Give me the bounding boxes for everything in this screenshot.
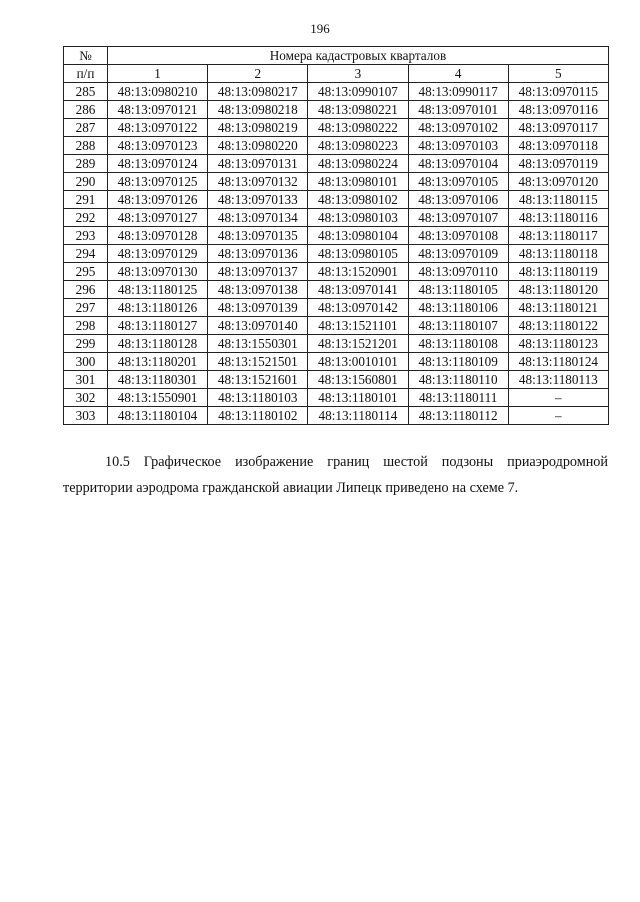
cadastral-number-cell: 48:13:0980217 bbox=[208, 83, 308, 101]
cadastral-number-cell: 48:13:0970123 bbox=[108, 137, 208, 155]
cadastral-number-cell: 48:13:0970142 bbox=[308, 299, 408, 317]
cadastral-number-cell: – bbox=[508, 389, 608, 407]
cadastral-number-cell: 48:13:0970137 bbox=[208, 263, 308, 281]
cadastral-number-cell: 48:13:1180102 bbox=[208, 407, 308, 425]
cadastral-number-cell: 48:13:0980105 bbox=[308, 245, 408, 263]
table-row bbox=[64, 227, 609, 245]
cadastral-number-cell: 48:13:0970103 bbox=[408, 137, 508, 155]
cadastral-number-cell: 48:13:0970115 bbox=[508, 83, 608, 101]
cadastral-number-cell: 48:13:1180114 bbox=[308, 407, 408, 425]
row-number-cell: 286 bbox=[64, 101, 108, 119]
cadastral-number-cell: 48:13:0970106 bbox=[408, 191, 508, 209]
cadastral-number-cell: 48:13:1550901 bbox=[108, 389, 208, 407]
cadastral-number-cell: 48:13:1180101 bbox=[308, 389, 408, 407]
cadastral-number-cell: 48:13:1180111 bbox=[408, 389, 508, 407]
row-number-cell: 294 bbox=[64, 245, 108, 263]
row-number-cell: 297 bbox=[64, 299, 108, 317]
cadastral-number-cell: 48:13:1521201 bbox=[308, 335, 408, 353]
body-paragraph bbox=[63, 449, 608, 501]
cadastral-number-cell: 48:13:0970139 bbox=[208, 299, 308, 317]
table-row bbox=[64, 155, 609, 173]
cadastral-number-cell: 48:13:1521601 bbox=[208, 371, 308, 389]
row-number-cell: 292 bbox=[64, 209, 108, 227]
row-number-cell: 296 bbox=[64, 281, 108, 299]
cadastral-number-cell: 48:13:0980210 bbox=[108, 83, 208, 101]
table-row bbox=[64, 317, 609, 335]
cadastral-number-cell: 48:13:0970138 bbox=[208, 281, 308, 299]
table-row bbox=[64, 209, 609, 227]
cadastral-number-cell: 48:13:0990117 bbox=[408, 83, 508, 101]
cadastral-number-cell: 48:13:0970119 bbox=[508, 155, 608, 173]
table-row bbox=[64, 371, 609, 389]
cadastral-number-cell: 48:13:1180122 bbox=[508, 317, 608, 335]
table-row bbox=[64, 173, 609, 191]
cadastral-number-cell: 48:13:0980103 bbox=[308, 209, 408, 227]
cadastral-number-cell: 48:13:0970121 bbox=[108, 101, 208, 119]
cadastral-number-cell: 48:13:0980222 bbox=[308, 119, 408, 137]
table-row bbox=[64, 407, 609, 425]
cadastral-number-cell: 48:13:0970129 bbox=[108, 245, 208, 263]
cadastral-number-cell: 48:13:1180105 bbox=[408, 281, 508, 299]
table-row bbox=[64, 281, 609, 299]
cadastral-number-cell: 48:13:1180113 bbox=[508, 371, 608, 389]
cadastral-number-cell: 48:13:1180103 bbox=[208, 389, 308, 407]
header-column-4: 4 bbox=[408, 65, 508, 83]
cadastral-number-cell: 48:13:0970135 bbox=[208, 227, 308, 245]
cadastral-number-cell: 48:13:0980102 bbox=[308, 191, 408, 209]
header-column-2: 2 bbox=[208, 65, 308, 83]
header-column-5: 5 bbox=[508, 65, 608, 83]
row-number-cell: 288 bbox=[64, 137, 108, 155]
cadastral-number-cell: 48:13:0970108 bbox=[408, 227, 508, 245]
cadastral-number-cell: 48:13:0970141 bbox=[308, 281, 408, 299]
cadastral-number-cell: 48:13:0970104 bbox=[408, 155, 508, 173]
cadastral-number-cell: 48:13:1180108 bbox=[408, 335, 508, 353]
cadastral-number-cell: 48:13:1180104 bbox=[108, 407, 208, 425]
cadastral-number-cell: 48:13:1180125 bbox=[108, 281, 208, 299]
row-number-cell: 303 bbox=[64, 407, 108, 425]
cadastral-number-cell: 48:13:0980219 bbox=[208, 119, 308, 137]
cadastral-number-cell: 48:13:0970140 bbox=[208, 317, 308, 335]
cadastral-number-cell: 48:13:1520901 bbox=[308, 263, 408, 281]
table-row bbox=[64, 263, 609, 281]
row-number-cell: 289 bbox=[64, 155, 108, 173]
cadastral-number-cell: 48:13:0980224 bbox=[308, 155, 408, 173]
cadastral-number-cell: 48:13:0970125 bbox=[108, 173, 208, 191]
table-header bbox=[64, 47, 609, 83]
cadastral-number-cell: 48:13:0970122 bbox=[108, 119, 208, 137]
cadastral-number-cell: 48:13:1180117 bbox=[508, 227, 608, 245]
cadastral-number-cell: 48:13:0990107 bbox=[308, 83, 408, 101]
cadastral-number-cell: 48:13:0980104 bbox=[308, 227, 408, 245]
cadastral-number-cell: 48:13:0970124 bbox=[108, 155, 208, 173]
cadastral-number-cell: – bbox=[508, 407, 608, 425]
cadastral-number-cell: 48:13:0980223 bbox=[308, 137, 408, 155]
row-number-cell: 287 bbox=[64, 119, 108, 137]
cadastral-number-cell: 48:13:0970136 bbox=[208, 245, 308, 263]
row-number-cell: 290 bbox=[64, 173, 108, 191]
cadastral-number-cell: 48:13:0970102 bbox=[408, 119, 508, 137]
cadastral-number-cell: 48:13:0980101 bbox=[308, 173, 408, 191]
cadastral-number-cell: 48:13:1180107 bbox=[408, 317, 508, 335]
cadastral-number-cell: 48:13:1180118 bbox=[508, 245, 608, 263]
cadastral-number-cell: 48:13:1180126 bbox=[108, 299, 208, 317]
cadastral-number-cell: 48:13:1180112 bbox=[408, 407, 508, 425]
cadastral-number-cell: 48:13:1180128 bbox=[108, 335, 208, 353]
cadastral-number-cell: 48:13:1521101 bbox=[308, 317, 408, 335]
cadastral-number-cell: 48:13:1180120 bbox=[508, 281, 608, 299]
cadastral-number-cell: 48:13:0970120 bbox=[508, 173, 608, 191]
cadastral-number-cell: 48:13:0970132 bbox=[208, 173, 308, 191]
table-row bbox=[64, 245, 609, 263]
header-column-3: 3 bbox=[308, 65, 408, 83]
page-number: 196 bbox=[310, 21, 330, 36]
cadastral-number-cell: 48:13:1180109 bbox=[408, 353, 508, 371]
cadastral-number-cell: 48:13:0970133 bbox=[208, 191, 308, 209]
table-row bbox=[64, 101, 609, 119]
table-row bbox=[64, 83, 609, 101]
cadastral-number-cell: 48:13:0980220 bbox=[208, 137, 308, 155]
row-number-cell: 285 bbox=[64, 83, 108, 101]
header-num-bottom: п/п bbox=[64, 65, 108, 83]
row-number-cell: 302 bbox=[64, 389, 108, 407]
row-number-cell: 298 bbox=[64, 317, 108, 335]
cadastral-number-cell: 48:13:0010101 bbox=[308, 353, 408, 371]
header-column-1: 1 bbox=[108, 65, 208, 83]
table-row bbox=[64, 353, 609, 371]
cadastral-number-cell: 48:13:0970126 bbox=[108, 191, 208, 209]
cadastral-number-cell: 48:13:1180116 bbox=[508, 209, 608, 227]
cadastral-number-cell: 48:13:1180301 bbox=[108, 371, 208, 389]
row-number-cell: 300 bbox=[64, 353, 108, 371]
cadastral-number-cell: 48:13:0970118 bbox=[508, 137, 608, 155]
header-num-top: № bbox=[64, 47, 108, 65]
cadastral-number-cell: 48:13:1180106 bbox=[408, 299, 508, 317]
row-number-cell: 299 bbox=[64, 335, 108, 353]
cadastral-quarters-table bbox=[63, 46, 609, 425]
cadastral-number-cell: 48:13:0980218 bbox=[208, 101, 308, 119]
cadastral-number-cell: 48:13:1180201 bbox=[108, 353, 208, 371]
cadastral-number-cell: 48:13:1560801 bbox=[308, 371, 408, 389]
cadastral-number-cell: 48:13:0970117 bbox=[508, 119, 608, 137]
table-row bbox=[64, 191, 609, 209]
header-group-title: Номера кадастровых кварталов bbox=[108, 47, 609, 65]
cadastral-number-cell: 48:13:1180121 bbox=[508, 299, 608, 317]
cadastral-number-cell: 48:13:0970101 bbox=[408, 101, 508, 119]
cadastral-number-cell: 48:13:0970105 bbox=[408, 173, 508, 191]
cadastral-number-cell: 48:13:0980221 bbox=[308, 101, 408, 119]
table-row bbox=[64, 137, 609, 155]
table-row bbox=[64, 335, 609, 353]
table-row bbox=[64, 299, 609, 317]
cadastral-number-cell: 48:13:0970107 bbox=[408, 209, 508, 227]
cadastral-number-cell: 48:13:1521501 bbox=[208, 353, 308, 371]
cadastral-number-cell: 48:13:1180110 bbox=[408, 371, 508, 389]
cadastral-number-cell: 48:13:0970134 bbox=[208, 209, 308, 227]
cadastral-number-cell: 48:13:0970116 bbox=[508, 101, 608, 119]
paragraph-line-1: 10.5 Графическое изображение границ шестой подзоны приаэродромной bbox=[105, 454, 608, 470]
cadastral-number-cell: 48:13:1550301 bbox=[208, 335, 308, 353]
cadastral-number-cell: 48:13:0970128 bbox=[108, 227, 208, 245]
cadastral-number-cell: 48:13:0970110 bbox=[408, 263, 508, 281]
row-number-cell: 301 bbox=[64, 371, 108, 389]
cadastral-number-cell: 48:13:1180124 bbox=[508, 353, 608, 371]
table-body bbox=[64, 83, 609, 425]
row-number-cell: 295 bbox=[64, 263, 108, 281]
table-row bbox=[64, 119, 609, 137]
row-number-cell: 293 bbox=[64, 227, 108, 245]
cadastral-number-cell: 48:13:0970109 bbox=[408, 245, 508, 263]
table-row bbox=[64, 389, 609, 407]
row-number-cell: 291 bbox=[64, 191, 108, 209]
paragraph-line-2: территории аэродрома гражданской авиации Липецк приведено на схеме 7. bbox=[63, 480, 519, 496]
cadastral-number-cell: 48:13:0970131 bbox=[208, 155, 308, 173]
cadastral-number-cell: 48:13:0970130 bbox=[108, 263, 208, 281]
cadastral-number-cell: 48:13:1180127 bbox=[108, 317, 208, 335]
cadastral-number-cell: 48:13:1180115 bbox=[508, 191, 608, 209]
cadastral-number-cell: 48:13:0970127 bbox=[108, 209, 208, 227]
cadastral-number-cell: 48:13:1180119 bbox=[508, 263, 608, 281]
cadastral-number-cell: 48:13:1180123 bbox=[508, 335, 608, 353]
